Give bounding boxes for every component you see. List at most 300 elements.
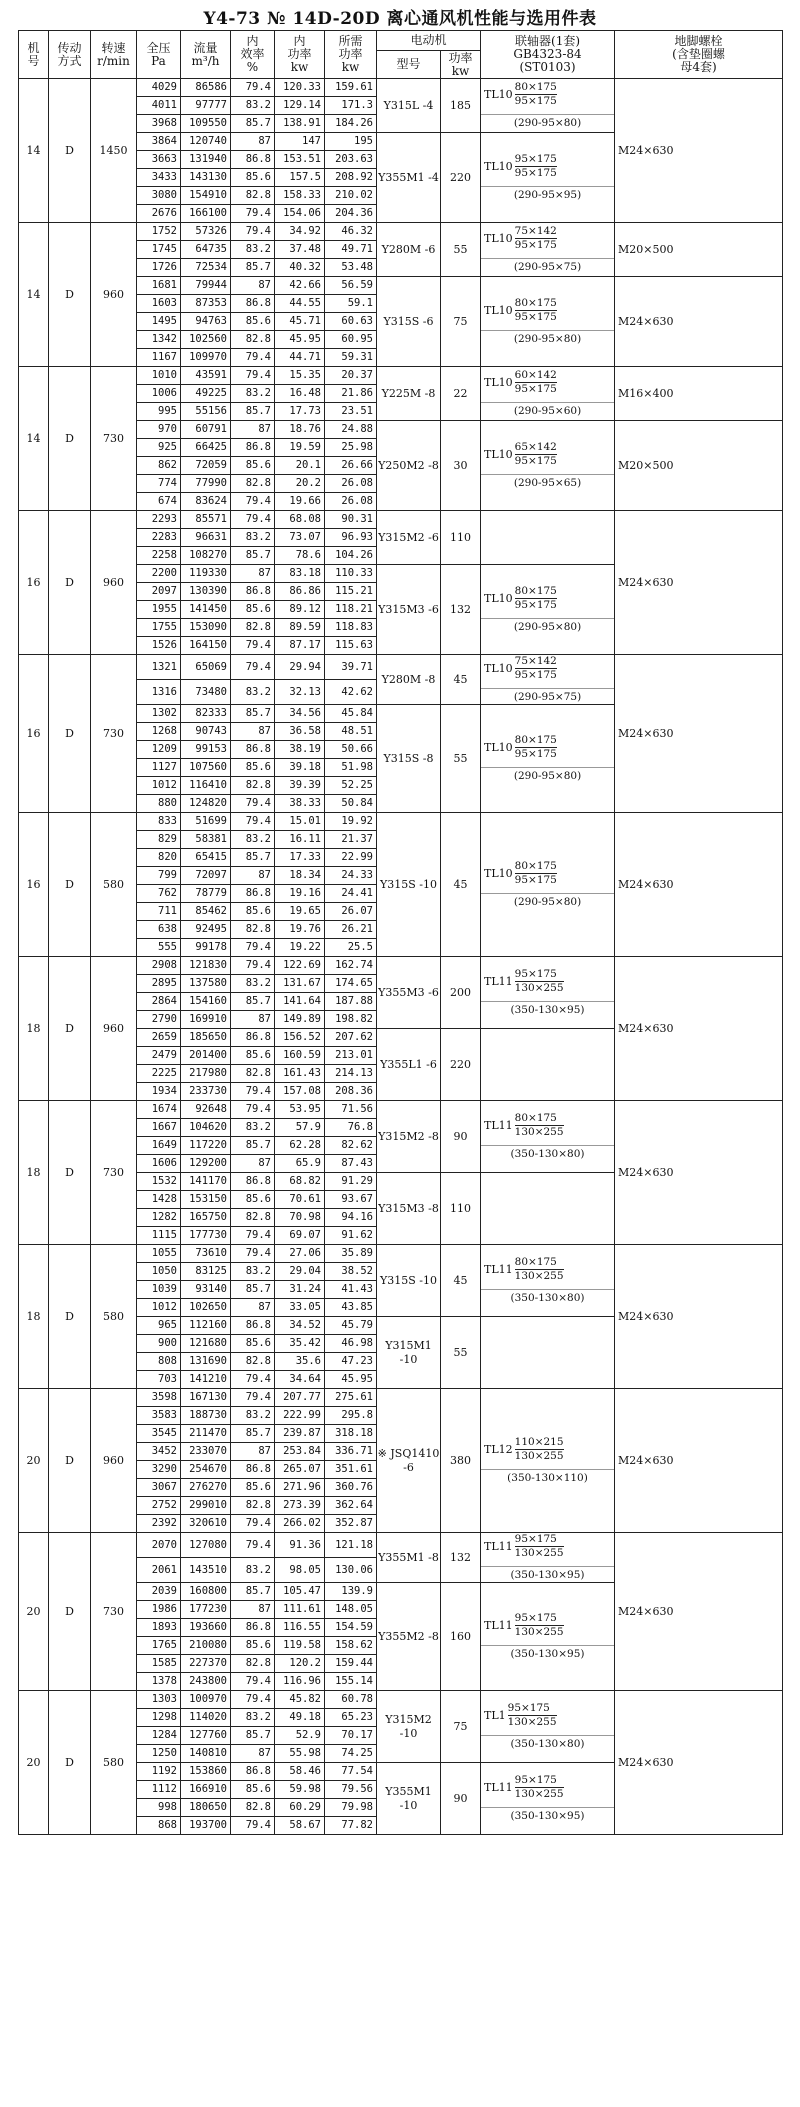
header-motor-power: 功率 kw <box>441 51 481 79</box>
flow-cell: 73480 <box>181 680 231 705</box>
pressure-cell: 820 <box>137 849 181 867</box>
anchor-bolt-cell: M16×400 <box>615 367 783 421</box>
coupling-type: TL12 <box>484 1443 513 1456</box>
flow-cell: 72059 <box>181 457 231 475</box>
header-drive-type: 传动 方式 <box>49 31 91 79</box>
required-power-cell: 96.93 <box>325 529 377 547</box>
pressure-cell: 1316 <box>137 680 181 705</box>
flow-cell: 177230 <box>181 1601 231 1619</box>
anchor-bolt-cell: M24×630 <box>615 79 783 223</box>
pressure-cell: 970 <box>137 421 181 439</box>
anchor-bolt-cell: M24×630 <box>615 1533 783 1691</box>
required-power-cell: 352.87 <box>325 1515 377 1533</box>
coupling-sizes <box>515 585 557 612</box>
table-header <box>19 31 783 79</box>
motor-power-cell: 55 <box>441 1317 481 1389</box>
motor-model-cell: Y280M -6 <box>377 223 441 277</box>
required-power-cell: 41.43 <box>325 1281 377 1299</box>
coupling-spec <box>481 1691 614 1762</box>
pressure-cell: 2392 <box>137 1515 181 1533</box>
coupling-size-top: 95×175 <box>515 968 564 982</box>
required-power-cell: 93.67 <box>325 1191 377 1209</box>
internal-power-cell: 19.59 <box>275 439 325 457</box>
flow-cell: 114020 <box>181 1709 231 1727</box>
coupling-type: TL10 <box>484 88 513 101</box>
motor-power-cell: 22 <box>441 367 481 421</box>
efficiency-cell: 86.8 <box>231 741 275 759</box>
pressure-cell: 1745 <box>137 241 181 259</box>
efficiency-cell: 87 <box>231 565 275 583</box>
pressure-cell: 2039 <box>137 1583 181 1601</box>
coupling-type: TL11 <box>484 1619 513 1632</box>
internal-power-cell: 49.18 <box>275 1709 325 1727</box>
flow-cell: 79944 <box>181 277 231 295</box>
internal-power-cell: 37.48 <box>275 241 325 259</box>
motor-model-cell: Y315M2 -10 <box>377 1691 441 1763</box>
pressure-cell: 1667 <box>137 1119 181 1137</box>
anchor-bolt-cell: M24×630 <box>615 1389 783 1533</box>
efficiency-cell: 82.8 <box>231 777 275 795</box>
coupling-size-top: 95×175 <box>515 1612 564 1626</box>
speed-cell: 730 <box>91 1533 137 1691</box>
pressure-cell: 1606 <box>137 1155 181 1173</box>
flow-cell: 82333 <box>181 705 231 723</box>
efficiency-cell: 86.8 <box>231 1317 275 1335</box>
flow-cell: 93140 <box>181 1281 231 1299</box>
flow-cell: 211470 <box>181 1425 231 1443</box>
coupling-spec <box>481 813 614 956</box>
internal-power-cell: 89.12 <box>275 601 325 619</box>
required-power-cell: 47.23 <box>325 1353 377 1371</box>
coupling-code: (290-95×80) <box>481 767 614 783</box>
flow-cell: 97777 <box>181 97 231 115</box>
flow-cell: 153860 <box>181 1763 231 1781</box>
coupling-fraction <box>481 585 614 612</box>
internal-power-cell: 70.61 <box>275 1191 325 1209</box>
flow-cell: 180650 <box>181 1799 231 1817</box>
coupling-size-bottom: 95×175 <box>514 167 557 179</box>
flow-cell: 43591 <box>181 367 231 385</box>
efficiency-cell: 82.8 <box>231 921 275 939</box>
coupling-cell <box>481 367 615 421</box>
motor-model-cell: Y355M1 -8 <box>377 1533 441 1583</box>
coupling-type: TL11 <box>484 1540 513 1553</box>
coupling-size-bottom: 95×175 <box>514 311 557 323</box>
coupling-fraction <box>481 1112 614 1139</box>
efficiency-cell: 83.2 <box>231 385 275 403</box>
required-power-cell: 195 <box>325 133 377 151</box>
fan-number-cell: 16 <box>19 511 49 655</box>
internal-power-cell: 129.14 <box>275 97 325 115</box>
coupling-code: (290-95×80) <box>481 330 614 346</box>
internal-power-cell: 160.59 <box>275 1047 325 1065</box>
motor-power-cell: 110 <box>441 511 481 565</box>
pressure-cell: 1050 <box>137 1263 181 1281</box>
coupling-fraction <box>481 655 614 682</box>
coupling-size-bottom: 95×175 <box>514 748 557 760</box>
motor-power-cell: 75 <box>441 1691 481 1763</box>
pressure-cell: 1934 <box>137 1083 181 1101</box>
table-body <box>19 79 783 1835</box>
coupling-fraction <box>481 297 614 324</box>
coupling-sizes <box>515 369 557 396</box>
coupling-size-top: 80×175 <box>514 734 557 746</box>
efficiency-cell: 79.4 <box>231 1101 275 1119</box>
pressure-cell: 3290 <box>137 1461 181 1479</box>
flow-cell: 94763 <box>181 313 231 331</box>
required-power-cell: 174.65 <box>325 975 377 993</box>
required-power-cell: 171.3 <box>325 97 377 115</box>
efficiency-cell: 85.6 <box>231 169 275 187</box>
table-row <box>19 223 783 241</box>
coupling-sizes <box>515 81 557 108</box>
coupling-size-bottom: 95×175 <box>514 239 557 251</box>
efficiency-cell: 85.6 <box>231 1047 275 1065</box>
internal-power-cell: 19.22 <box>275 939 325 957</box>
header-anchor-bolt: 地脚螺栓 (含垫圈螺 母4套) <box>615 31 783 79</box>
efficiency-cell: 82.8 <box>231 1655 275 1673</box>
coupling-sizes <box>515 734 557 761</box>
internal-power-cell: 57.9 <box>275 1119 325 1137</box>
internal-power-cell: 158.33 <box>275 187 325 205</box>
internal-power-cell: 18.76 <box>275 421 325 439</box>
internal-power-cell: 161.43 <box>275 1065 325 1083</box>
required-power-cell: 46.32 <box>325 223 377 241</box>
pressure-cell: 1302 <box>137 705 181 723</box>
pressure-cell: 1192 <box>137 1763 181 1781</box>
motor-power-cell: 45 <box>441 1245 481 1317</box>
coupling-fraction <box>481 369 614 396</box>
internal-power-cell: 207.77 <box>275 1389 325 1407</box>
drive-type-cell: D <box>49 1245 91 1389</box>
pressure-cell: 868 <box>137 1817 181 1835</box>
coupling-fraction <box>481 1702 614 1729</box>
table-row <box>19 1389 783 1407</box>
internal-power-cell: 34.52 <box>275 1317 325 1335</box>
fan-number-cell: 14 <box>19 79 49 223</box>
pressure-cell: 2258 <box>137 547 181 565</box>
coupling-size-top: 80×175 <box>515 1112 564 1126</box>
required-power-cell: 26.08 <box>325 475 377 493</box>
required-power-cell: 46.98 <box>325 1335 377 1353</box>
coupling-cell <box>481 1317 615 1389</box>
pressure-cell: 1039 <box>137 1281 181 1299</box>
required-power-cell: 198.82 <box>325 1011 377 1029</box>
pressure-cell: 2061 <box>137 1558 181 1583</box>
efficiency-cell: 86.8 <box>231 295 275 313</box>
efficiency-cell: 79.4 <box>231 795 275 813</box>
required-power-cell: 121.18 <box>325 1533 377 1558</box>
pressure-cell: 1674 <box>137 1101 181 1119</box>
flow-cell: 141170 <box>181 1173 231 1191</box>
flow-cell: 60791 <box>181 421 231 439</box>
flow-cell: 58381 <box>181 831 231 849</box>
coupling-spec <box>481 421 614 510</box>
table-row <box>19 367 783 385</box>
coupling-code: (290-95×95) <box>481 186 614 202</box>
flow-cell: 166910 <box>181 1781 231 1799</box>
pressure-cell: 1006 <box>137 385 181 403</box>
header-coupling: 联轴器(1套) GB4323-84 (ST0103) <box>481 31 615 79</box>
coupling-size-top: 80×175 <box>514 585 557 597</box>
internal-power-cell: 68.08 <box>275 511 325 529</box>
coupling-cell <box>481 813 615 957</box>
efficiency-cell: 79.4 <box>231 939 275 957</box>
drive-type-cell: D <box>49 957 91 1101</box>
anchor-bolt-cell: M24×630 <box>615 277 783 367</box>
pressure-cell: 3598 <box>137 1389 181 1407</box>
flow-cell: 243800 <box>181 1673 231 1691</box>
required-power-cell: 38.52 <box>325 1263 377 1281</box>
flow-cell: 102650 <box>181 1299 231 1317</box>
coupling-code: (350-130×95) <box>481 1566 614 1582</box>
efficiency-cell: 83.2 <box>231 975 275 993</box>
motor-model-cell: ※ JSQ1410 -6 <box>377 1389 441 1533</box>
required-power-cell: 50.66 <box>325 741 377 759</box>
required-power-cell: 26.21 <box>325 921 377 939</box>
required-power-cell: 25.5 <box>325 939 377 957</box>
internal-power-cell: 42.66 <box>275 277 325 295</box>
pressure-cell: 998 <box>137 1799 181 1817</box>
pressure-cell: 2908 <box>137 957 181 975</box>
motor-power-cell: 30 <box>441 421 481 511</box>
efficiency-cell: 79.4 <box>231 1691 275 1709</box>
fan-number-cell: 18 <box>19 1101 49 1245</box>
internal-power-cell: 31.24 <box>275 1281 325 1299</box>
flow-cell: 233730 <box>181 1083 231 1101</box>
fan-number-cell: 20 <box>19 1533 49 1691</box>
pressure-cell: 703 <box>137 1371 181 1389</box>
flow-cell: 210080 <box>181 1637 231 1655</box>
motor-model-cell: Y315M3 -6 <box>377 565 441 655</box>
coupling-size-bottom: 95×175 <box>514 455 557 467</box>
motor-model-cell: Y315S -10 <box>377 813 441 957</box>
flow-cell: 119330 <box>181 565 231 583</box>
efficiency-cell: 85.6 <box>231 903 275 921</box>
efficiency-cell: 82.8 <box>231 475 275 493</box>
table-row <box>19 1533 783 1558</box>
coupling-spec <box>481 655 614 704</box>
coupling-sizes <box>515 441 557 468</box>
pressure-cell: 1127 <box>137 759 181 777</box>
pressure-cell: 829 <box>137 831 181 849</box>
efficiency-cell: 85.7 <box>231 1137 275 1155</box>
internal-power-cell: 154.06 <box>275 205 325 223</box>
flow-cell: 66425 <box>181 439 231 457</box>
table-row <box>19 813 783 831</box>
coupling-code: (290-95×65) <box>481 474 614 490</box>
efficiency-cell: 87 <box>231 867 275 885</box>
coupling-size-top: 60×142 <box>514 369 557 381</box>
required-power-cell: 203.63 <box>325 151 377 169</box>
coupling-code: (350-130×80) <box>481 1145 614 1161</box>
pressure-cell: 1428 <box>137 1191 181 1209</box>
internal-power-cell: 38.33 <box>275 795 325 813</box>
pressure-cell: 555 <box>137 939 181 957</box>
speed-cell: 730 <box>91 367 137 511</box>
internal-power-cell: 53.95 <box>275 1101 325 1119</box>
pressure-cell: 1012 <box>137 777 181 795</box>
pressure-cell: 1765 <box>137 1637 181 1655</box>
internal-power-cell: 131.67 <box>275 975 325 993</box>
required-power-cell: 207.62 <box>325 1029 377 1047</box>
flow-cell: 185650 <box>181 1029 231 1047</box>
header-fan-number: 机 号 <box>19 31 49 79</box>
required-power-cell: 76.8 <box>325 1119 377 1137</box>
motor-power-cell: 132 <box>441 1533 481 1583</box>
flow-cell: 112160 <box>181 1317 231 1335</box>
coupling-size-bottom: 95×175 <box>514 95 557 107</box>
flow-cell: 109970 <box>181 349 231 367</box>
coupling-code: (350-130×95) <box>481 1001 614 1017</box>
coupling-spec <box>481 367 614 420</box>
pressure-cell: 2283 <box>137 529 181 547</box>
internal-power-cell: 253.84 <box>275 1443 325 1461</box>
flow-cell: 217980 <box>181 1065 231 1083</box>
efficiency-cell: 85.6 <box>231 457 275 475</box>
pressure-cell: 1342 <box>137 331 181 349</box>
efficiency-cell: 87 <box>231 1299 275 1317</box>
coupling-size-bottom: 95×175 <box>514 599 557 611</box>
table-row <box>19 655 783 680</box>
required-power-cell: 104.26 <box>325 547 377 565</box>
coupling-size-top: 75×142 <box>514 225 557 237</box>
coupling-fraction <box>481 968 614 995</box>
coupling-fraction <box>481 153 614 180</box>
motor-power-cell: 110 <box>441 1173 481 1245</box>
coupling-size-top: 65×142 <box>514 441 557 453</box>
motor-power-cell: 90 <box>441 1101 481 1173</box>
required-power-cell: 351.61 <box>325 1461 377 1479</box>
fan-number-cell: 20 <box>19 1691 49 1835</box>
coupling-sizes <box>515 1612 564 1639</box>
efficiency-cell: 85.6 <box>231 313 275 331</box>
required-power-cell: 49.71 <box>325 241 377 259</box>
internal-power-cell: 34.64 <box>275 1371 325 1389</box>
required-power-cell: 336.71 <box>325 1443 377 1461</box>
flow-cell: 167130 <box>181 1389 231 1407</box>
required-power-cell: 23.51 <box>325 403 377 421</box>
required-power-cell: 43.85 <box>325 1299 377 1317</box>
speed-cell: 730 <box>91 1101 137 1245</box>
drive-type-cell: D <box>49 367 91 511</box>
pressure-cell: 1378 <box>137 1673 181 1691</box>
coupling-cell <box>481 277 615 367</box>
pressure-cell: 3583 <box>137 1407 181 1425</box>
drive-type-cell: D <box>49 79 91 223</box>
required-power-cell: 42.62 <box>325 680 377 705</box>
fan-performance-table <box>18 30 783 1835</box>
anchor-bolt-cell: M24×630 <box>615 655 783 813</box>
pressure-cell: 862 <box>137 457 181 475</box>
anchor-bolt-cell: M24×630 <box>615 1691 783 1835</box>
fan-number-cell: 18 <box>19 957 49 1101</box>
flow-cell: 169910 <box>181 1011 231 1029</box>
pressure-cell: 833 <box>137 813 181 831</box>
internal-power-cell: 65.9 <box>275 1155 325 1173</box>
efficiency-cell: 85.6 <box>231 1479 275 1497</box>
pressure-cell: 880 <box>137 795 181 813</box>
efficiency-cell: 82.8 <box>231 187 275 205</box>
coupling-code: (350-130×110) <box>481 1469 614 1485</box>
coupling-code: (350-130×95) <box>481 1645 614 1661</box>
motor-power-cell: 160 <box>441 1583 481 1691</box>
required-power-cell: 39.71 <box>325 655 377 680</box>
table-row <box>19 1101 783 1119</box>
coupling-cell <box>481 1101 615 1173</box>
coupling-spec <box>481 1583 614 1690</box>
internal-power-cell: 98.05 <box>275 1558 325 1583</box>
speed-cell: 580 <box>91 1245 137 1389</box>
required-power-cell: 362.64 <box>325 1497 377 1515</box>
table-row <box>19 957 783 975</box>
anchor-bolt-cell: M20×500 <box>615 223 783 277</box>
efficiency-cell: 82.8 <box>231 1497 275 1515</box>
flow-cell: 140810 <box>181 1745 231 1763</box>
internal-power-cell: 34.56 <box>275 705 325 723</box>
anchor-bolt-cell: M20×500 <box>615 421 783 511</box>
internal-power-cell: 73.07 <box>275 529 325 547</box>
required-power-cell: 77.54 <box>325 1763 377 1781</box>
internal-power-cell: 17.33 <box>275 849 325 867</box>
coupling-cell <box>481 565 615 655</box>
internal-power-cell: 17.73 <box>275 403 325 421</box>
required-power-cell: 154.59 <box>325 1619 377 1637</box>
efficiency-cell: 79.4 <box>231 813 275 831</box>
required-power-cell: 187.88 <box>325 993 377 1011</box>
coupling-sizes <box>515 225 557 252</box>
internal-power-cell: 120.2 <box>275 1655 325 1673</box>
efficiency-cell: 83.2 <box>231 680 275 705</box>
pressure-cell: 3080 <box>137 187 181 205</box>
pressure-cell: 2864 <box>137 993 181 1011</box>
flow-cell: 153090 <box>181 619 231 637</box>
speed-cell: 960 <box>91 223 137 367</box>
coupling-type: TL10 <box>484 662 513 675</box>
drive-type-cell: D <box>49 1389 91 1533</box>
required-power-cell: 159.44 <box>325 1655 377 1673</box>
anchor-bolt-cell: M24×630 <box>615 957 783 1101</box>
motor-power-cell: 200 <box>441 957 481 1029</box>
coupling-type: TL1 <box>484 1709 506 1722</box>
internal-power-cell: 116.96 <box>275 1673 325 1691</box>
coupling-type: TL10 <box>484 867 513 880</box>
internal-power-cell: 265.07 <box>275 1461 325 1479</box>
internal-power-cell: 89.59 <box>275 619 325 637</box>
efficiency-cell: 79.4 <box>231 1227 275 1245</box>
coupling-size-bottom: 130×255 <box>514 1626 564 1638</box>
pressure-cell: 1585 <box>137 1655 181 1673</box>
required-power-cell: 360.76 <box>325 1479 377 1497</box>
internal-power-cell: 68.82 <box>275 1173 325 1191</box>
efficiency-cell: 86.8 <box>231 1029 275 1047</box>
coupling-fraction <box>481 1436 614 1463</box>
fan-number-cell: 14 <box>19 367 49 511</box>
internal-power-cell: 19.65 <box>275 903 325 921</box>
coupling-size-bottom: 130×255 <box>514 982 564 994</box>
fan-number-cell: 20 <box>19 1389 49 1533</box>
pressure-cell: 1298 <box>137 1709 181 1727</box>
motor-model-cell: Y315M2 -6 <box>377 511 441 565</box>
flow-cell: 116410 <box>181 777 231 795</box>
pressure-cell: 711 <box>137 903 181 921</box>
internal-power-cell: 32.13 <box>275 680 325 705</box>
coupling-type: TL10 <box>484 160 513 173</box>
required-power-cell: 318.18 <box>325 1425 377 1443</box>
efficiency-cell: 87 <box>231 1601 275 1619</box>
internal-power-cell: 116.55 <box>275 1619 325 1637</box>
pressure-cell: 1755 <box>137 619 181 637</box>
